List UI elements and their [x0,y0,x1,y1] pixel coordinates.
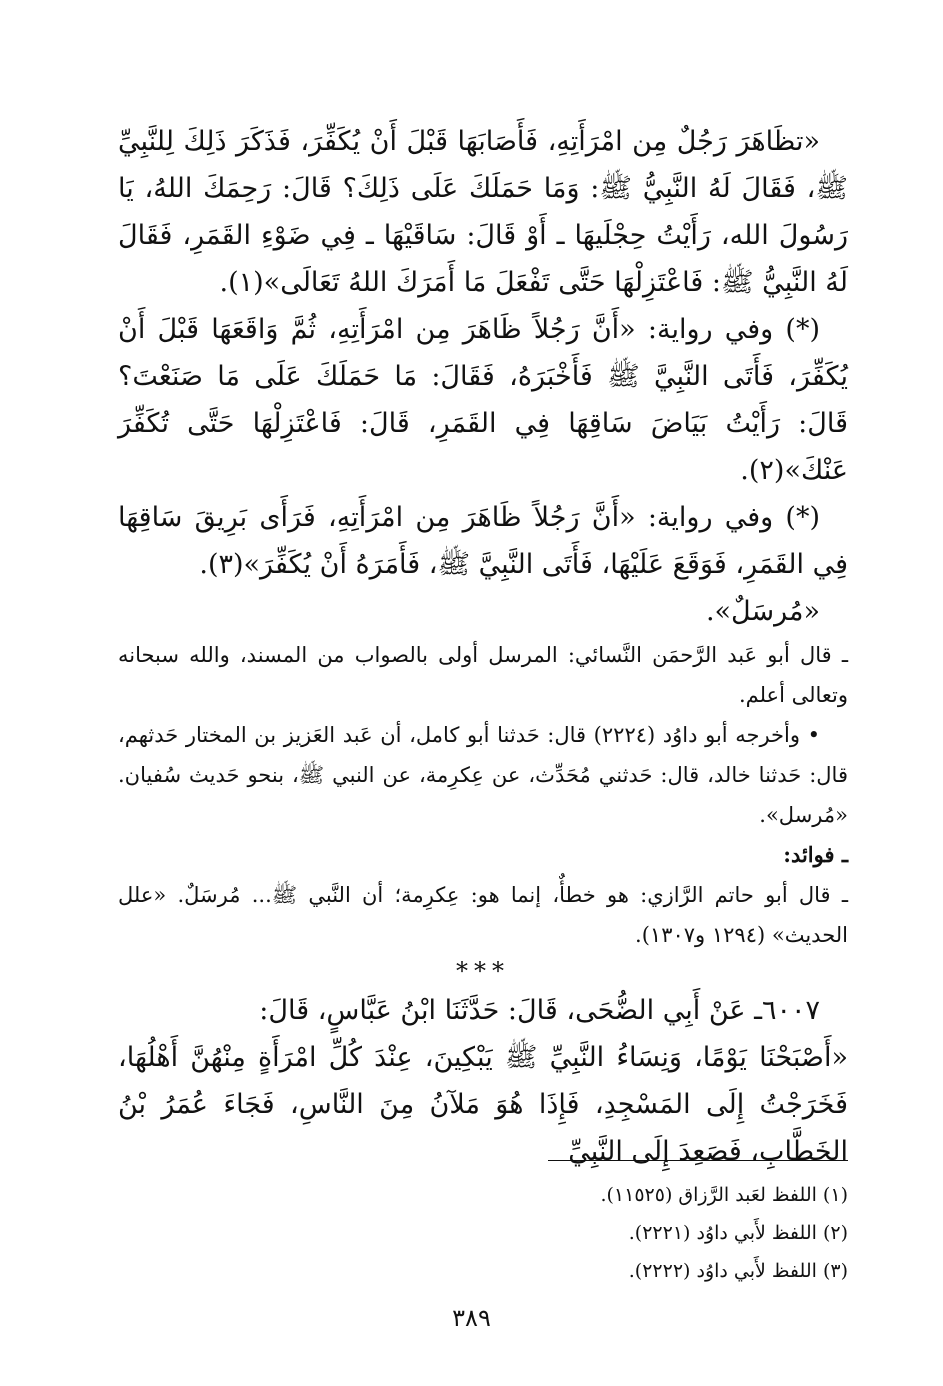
grading-label: «مُرسَلٌ». [705,596,820,627]
footnotes [118,1176,848,1290]
hadith-paragraph: «أَصْبَحْنَا يَوْمًا، وَنِسَاءُ النَّبِيِّ ﷺ يَبْكِينَ، عِنْدَ كُلِّ امْرَأَةٍ مِنْهُنَّ أَهْلُهَا، فَخَرَجْتُ إِلَى المَسْجِدِ، فَإِذَا هُوَ مَلآنُ مِنَ النَّاسِ، فَجَاءَ عُمَرُ بْنُ الخَطَّابِ، فَصَعِدَ إِلَى النَّبِيِّ [118,1042,848,1167]
footnote: (٣) اللفظ لأَبي داوُد (٢٢٢٢). [628,1260,848,1282]
commentary-paragraph: ـ قال أبو عَبد الرَّحمَن النَّسائي: المرسل أولى بالصواب من المسند، والله سبحانه وتعالى أعلم. [118,643,848,707]
hadith-paragraph: «تظَاهَرَ رَجُلٌ مِن امْرَأَتِهِ، فَأَصَابَهَا قَبْلَ أَنْ يُكَفِّرَ، فَذَكَرَ ذَلِكَ لِلنَّبِيِّ ﷺ، فَقَالَ لَهُ النَّبِيُّ ﷺ: وَمَا حَمَلَكَ عَلَى ذَلِكَ؟ قَالَ: رَحِمَكَ اللهُ، يَا رَسُولَ الله، رَأَيْتُ حِجْلَيهَا ـ أَوْ قَالَ: سَاقَيْهَا ـ فِي ضَوْءِ القَمَرِ، فَقَالَ لَهُ النَّبِيُّ ﷺ: فَاعْتَزِلْهَا حَتَّى تَفْعَلَ مَا أَمَرَكَ اللهُ تَعَالَى»(١). [118,126,848,298]
page-number: ٣٨٩ [452,1304,491,1332]
takhrij-paragraph: • وأخرجه أبو داوُد (٢٢٢٤) قال: حَدثنا أبو كامل، أن عَبد العَزيز بن المختار حَدثهم، قال: حَدثنا خالد، قال: حَدثني مُحَدِّث، عن عِكرِمة، عن النبي ﷺ، بنحو حَديث سُفيان. «مُرسل». [118,723,848,827]
main-text [118,118,848,1175]
section-heading: ـ فوائد: [783,842,848,867]
footnote-divider [548,1160,848,1161]
variant-narration: (*) وفي رواية: «أَنَّ رَجُلاً ظَاهَرَ مِن امْرَأَتِهِ، فَرَأَى بَرِيقَ سَاقِهَا فِي القَمَرِ، فَوَقَعَ عَلَيْهَا، فَأَتَى النَّبِيَّ ﷺ، فَأَمَرَهُ أَنْ يُكَفِّرَ»(٣). [118,502,848,580]
variant-narration: (*) وفي رواية: «أَنَّ رَجُلاً ظَاهَرَ مِن امْرَأَتِهِ، ثُمَّ وَاقَعَهَا قَبْلَ أَنْ يُكَفِّرَ، فَأَتَى النَّبِيَّ ﷺ فَأَخْبَرَهُ، فَقَالَ: مَا حَمَلَكَ عَلَى مَا صَنَعْتَ؟ قَالَ: رَأَيْتُ بَيَاضَ سَاقِهَا فِي القَمَرِ، قَالَ: فَاعْتَزِلْهَا حَتَّى تُكَفِّرَ عَنْكَ»(٢). [118,314,848,486]
benefit-paragraph: ـ قال أبو حاتم الرَّازي: هو خطأٌ، إنما هو: عِكرِمة؛ أن النَّبي ﷺ... مُرسَلٌ. «علل الحديث» (١٢٩٤ و١٣٠٧). [118,883,848,947]
hadith-header: ٦٠٠٧ـ عَنْ أَبِي الضُّحَى، قَالَ: حَدَّثَنَا ابْنُ عَبَّاسٍ، قَالَ: [259,995,820,1026]
section-separator: *** [456,957,510,985]
footnote: (٢) اللفظ لأَبي داوُد (٢٢٢١). [628,1222,848,1244]
footnote: (١) اللفظ لعَبد الرَّزاق (١١٥٢٥). [600,1184,848,1206]
